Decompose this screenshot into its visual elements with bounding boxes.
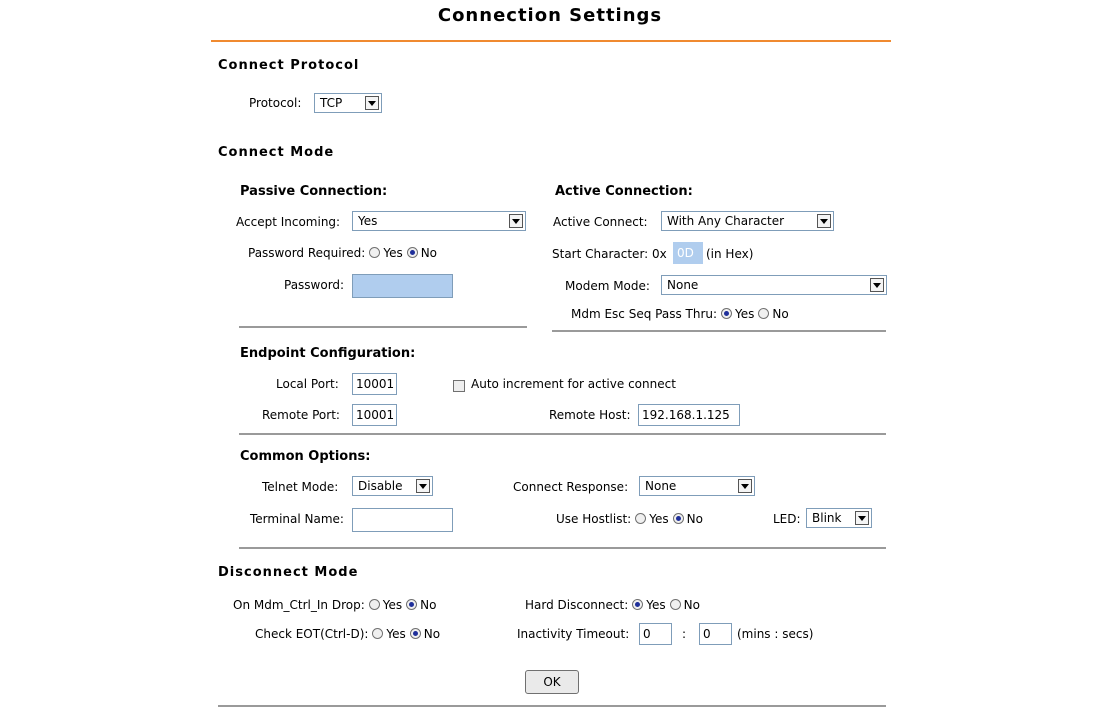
passive-divider: [239, 326, 527, 328]
hard-disconnect-no-radio[interactable]: [670, 599, 681, 610]
use-hostlist-no-radio[interactable]: [673, 513, 684, 524]
check-eot-row: Check EOT(Ctrl-D): Yes No: [255, 627, 441, 641]
title-underline: [211, 40, 891, 42]
chevron-down-icon: [738, 479, 752, 493]
hard-disconnect-yes-radio[interactable]: [632, 599, 643, 610]
common-divider: [239, 547, 886, 549]
mdm-esc-row: Mdm Esc Seq Pass Thru: Yes No: [571, 307, 789, 321]
active-connect-select[interactable]: With Any Character: [661, 211, 834, 231]
modem-mode-label: Modem Mode:: [565, 279, 650, 293]
chevron-down-icon: [416, 479, 430, 493]
led-label: LED:: [773, 512, 801, 526]
hard-disconnect-row: Hard Disconnect: Yes No: [525, 598, 700, 612]
password-input[interactable]: [352, 274, 453, 298]
check-eot-yes-radio[interactable]: [372, 628, 383, 639]
local-port-input[interactable]: 10001: [352, 373, 397, 395]
chevron-down-icon: [870, 278, 884, 292]
auto-increment-label: Auto increment for active connect: [471, 377, 676, 391]
password-required-row: Password Required: Yes No: [248, 246, 438, 260]
inactivity-timeout-label: Inactivity Timeout:: [517, 627, 630, 641]
active-heading: Active Connection:: [555, 184, 693, 199]
bottom-divider: [218, 705, 886, 707]
password-required-yes-radio[interactable]: [369, 247, 380, 258]
endpoint-divider: [239, 433, 886, 435]
use-hostlist-yes-radio[interactable]: [635, 513, 646, 524]
connect-response-select[interactable]: None: [639, 476, 755, 496]
telnet-mode-label: Telnet Mode:: [262, 480, 339, 494]
page-title: Connection Settings: [437, 5, 663, 26]
password-required-no-radio[interactable]: [407, 247, 418, 258]
common-heading: Common Options:: [240, 449, 371, 464]
timeout-suffix: (mins : secs): [737, 627, 814, 641]
mdm-ctrl-drop-row: On Mdm_Ctrl_In Drop: Yes No: [233, 598, 437, 612]
check-eot-no-radio[interactable]: [410, 628, 421, 639]
endpoint-heading: Endpoint Configuration:: [240, 346, 416, 361]
section-connect-mode: Connect Mode: [218, 145, 335, 160]
connect-response-label: Connect Response:: [513, 480, 629, 494]
chevron-down-icon: [855, 511, 869, 525]
mdm-esc-no-radio[interactable]: [758, 308, 769, 319]
use-hostlist-row: Use Hostlist: Yes No: [556, 512, 703, 526]
mdm-esc-yes-radio[interactable]: [721, 308, 732, 319]
led-select[interactable]: Blink: [806, 508, 872, 528]
password-label: Password:: [284, 278, 345, 292]
terminal-name-input[interactable]: [352, 508, 453, 532]
start-character-label: Start Character: 0x: [552, 247, 667, 261]
timeout-separator: :: [682, 627, 687, 641]
accept-incoming-label: Accept Incoming:: [236, 215, 341, 229]
mdm-ctrl-drop-no-radio[interactable]: [406, 599, 417, 610]
start-character-input[interactable]: 0D: [673, 242, 703, 264]
timeout-seconds-input[interactable]: 0: [699, 623, 732, 645]
local-port-label: Local Port:: [276, 377, 339, 391]
protocol-select[interactable]: TCP: [314, 93, 382, 113]
remote-host-input[interactable]: 192.168.1.125: [638, 404, 740, 426]
terminal-name-label: Terminal Name:: [250, 512, 344, 526]
remote-host-label: Remote Host:: [549, 408, 631, 422]
auto-increment-checkbox[interactable]: [453, 380, 465, 392]
chevron-down-icon: [509, 214, 523, 228]
section-connect-protocol: Connect Protocol: [218, 58, 360, 73]
remote-port-input[interactable]: 10001: [352, 404, 397, 426]
protocol-label: Protocol:: [249, 96, 302, 110]
accept-incoming-select[interactable]: Yes: [352, 211, 526, 231]
passive-heading: Passive Connection:: [240, 184, 388, 199]
ok-button[interactable]: OK: [525, 670, 579, 694]
timeout-minutes-input[interactable]: 0: [639, 623, 672, 645]
mdm-ctrl-drop-yes-radio[interactable]: [369, 599, 380, 610]
modem-mode-select[interactable]: None: [661, 275, 887, 295]
start-character-suffix: (in Hex): [706, 247, 754, 261]
chevron-down-icon: [817, 214, 831, 228]
remote-port-label: Remote Port:: [262, 408, 340, 422]
active-divider: [552, 330, 886, 332]
telnet-mode-select[interactable]: Disable: [352, 476, 433, 496]
active-connect-label: Active Connect:: [553, 215, 648, 229]
chevron-down-icon: [365, 96, 379, 110]
section-disconnect-mode: Disconnect Mode: [218, 565, 359, 580]
